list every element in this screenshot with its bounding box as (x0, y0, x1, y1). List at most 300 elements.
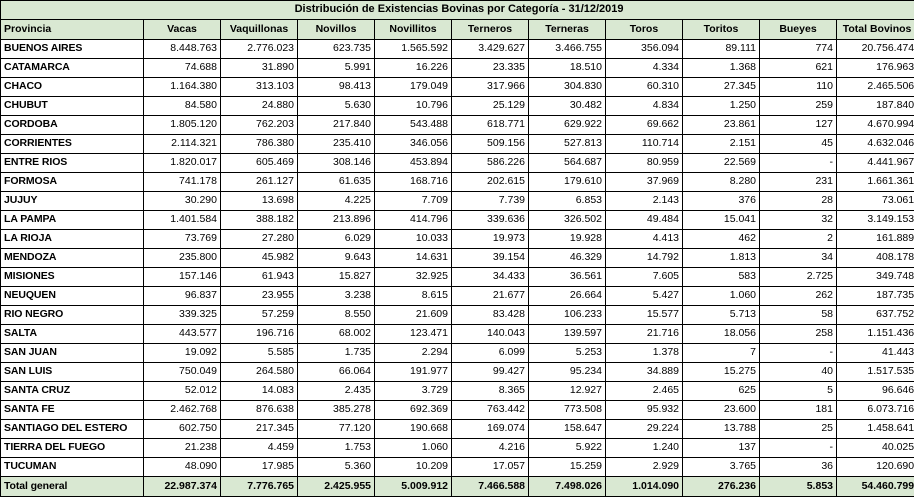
data-cell[interactable]: 25.129 (452, 97, 529, 116)
data-cell[interactable]: 564.687 (529, 154, 606, 173)
data-cell[interactable]: 3.429.627 (452, 40, 529, 59)
table-row[interactable] (1, 78, 914, 97)
data-cell[interactable]: 6.099 (452, 344, 529, 363)
column-header-toros[interactable]: Toros (606, 20, 683, 40)
data-cell[interactable]: 12.927 (529, 382, 606, 401)
row-label-cell[interactable]: JUJUY (1, 192, 144, 211)
data-cell[interactable]: 2.435 (298, 382, 375, 401)
column-header-vaquillonas[interactable]: Vaquillonas (221, 20, 298, 40)
total-row-label[interactable]: Total general (1, 477, 144, 497)
row-label-cell[interactable]: SALTA (1, 325, 144, 344)
data-cell[interactable]: 20.756.474 (837, 40, 914, 59)
row-label-cell[interactable]: TIERRA DEL FUEGO (1, 439, 144, 458)
data-cell[interactable]: 2.776.023 (221, 40, 298, 59)
data-cell[interactable]: 217.840 (298, 116, 375, 135)
data-cell[interactable]: 15.275 (683, 363, 760, 382)
data-cell[interactable]: 202.615 (452, 173, 529, 192)
data-cell[interactable]: 637.752 (837, 306, 914, 325)
data-cell[interactable]: 27.345 (683, 78, 760, 97)
data-cell[interactable]: 6.029 (298, 230, 375, 249)
data-cell[interactable]: 95.932 (606, 401, 683, 420)
table-row[interactable] (1, 363, 914, 382)
data-cell[interactable]: 161.889 (837, 230, 914, 249)
data-cell[interactable]: 48.090 (144, 458, 221, 477)
data-cell[interactable]: 235.800 (144, 249, 221, 268)
data-cell[interactable]: 14.631 (375, 249, 452, 268)
data-cell[interactable]: 4.413 (606, 230, 683, 249)
data-cell[interactable]: 623.735 (298, 40, 375, 59)
data-cell[interactable]: 2.114.321 (144, 135, 221, 154)
data-cell[interactable]: 7.709 (375, 192, 452, 211)
data-cell[interactable]: 83.428 (452, 306, 529, 325)
total-cell[interactable]: 276.236 (683, 477, 760, 497)
table-row[interactable] (1, 135, 914, 154)
data-cell[interactable]: 264.580 (221, 363, 298, 382)
data-cell[interactable]: 741.178 (144, 173, 221, 192)
table-row[interactable] (1, 211, 914, 230)
data-cell[interactable]: 5.922 (529, 439, 606, 458)
data-cell[interactable]: 32.925 (375, 268, 452, 287)
row-label-cell[interactable]: FORMOSA (1, 173, 144, 192)
row-label-cell[interactable]: BUENOS AIRES (1, 40, 144, 59)
data-cell[interactable]: 462 (683, 230, 760, 249)
data-cell[interactable]: 19.973 (452, 230, 529, 249)
data-cell[interactable]: 158.647 (529, 420, 606, 439)
data-cell[interactable]: 602.750 (144, 420, 221, 439)
data-cell[interactable]: 5.991 (298, 59, 375, 78)
data-cell[interactable]: 14.083 (221, 382, 298, 401)
data-cell[interactable]: 1.378 (606, 344, 683, 363)
data-cell[interactable]: 40.025 (837, 439, 914, 458)
column-header-bueyes[interactable]: Bueyes (760, 20, 837, 40)
data-cell[interactable]: 61.943 (221, 268, 298, 287)
data-cell[interactable]: 34.433 (452, 268, 529, 287)
total-row[interactable] (1, 477, 914, 497)
data-cell[interactable]: 21.238 (144, 439, 221, 458)
data-cell[interactable]: 625 (683, 382, 760, 401)
data-cell[interactable]: 123.471 (375, 325, 452, 344)
row-label-cell[interactable]: ENTRE RIOS (1, 154, 144, 173)
data-cell[interactable]: 408.178 (837, 249, 914, 268)
data-cell[interactable]: 217.345 (221, 420, 298, 439)
data-cell[interactable]: 10.033 (375, 230, 452, 249)
row-label-cell[interactable]: CORRIENTES (1, 135, 144, 154)
data-cell[interactable]: 259 (760, 97, 837, 116)
data-cell[interactable]: 543.488 (375, 116, 452, 135)
data-cell[interactable]: 3.238 (298, 287, 375, 306)
data-cell[interactable]: 37.969 (606, 173, 683, 192)
data-cell[interactable]: 1.735 (298, 344, 375, 363)
data-cell[interactable]: 68.002 (298, 325, 375, 344)
data-cell[interactable]: 23.861 (683, 116, 760, 135)
table-row[interactable] (1, 192, 914, 211)
data-cell[interactable]: 1.401.584 (144, 211, 221, 230)
data-cell[interactable]: 26.664 (529, 287, 606, 306)
data-cell[interactable]: 2.151 (683, 135, 760, 154)
row-label-cell[interactable]: SANTA FE (1, 401, 144, 420)
data-cell[interactable]: 168.716 (375, 173, 452, 192)
total-cell[interactable]: 5.009.912 (375, 477, 452, 497)
data-cell[interactable]: 191.977 (375, 363, 452, 382)
data-cell[interactable]: 40 (760, 363, 837, 382)
data-cell[interactable]: 5.585 (221, 344, 298, 363)
data-cell[interactable]: 13.698 (221, 192, 298, 211)
column-header-terneros[interactable]: Terneros (452, 20, 529, 40)
data-cell[interactable]: 187.840 (837, 97, 914, 116)
data-cell[interactable]: 7 (683, 344, 760, 363)
data-cell[interactable]: 1.250 (683, 97, 760, 116)
data-cell[interactable]: 110 (760, 78, 837, 97)
data-cell[interactable]: 15.577 (606, 306, 683, 325)
data-cell[interactable]: 181 (760, 401, 837, 420)
table-row[interactable] (1, 306, 914, 325)
data-cell[interactable]: 23.335 (452, 59, 529, 78)
data-cell[interactable]: 235.410 (298, 135, 375, 154)
data-cell[interactable]: 61.635 (298, 173, 375, 192)
data-cell[interactable]: 9.643 (298, 249, 375, 268)
data-cell[interactable]: 443.577 (144, 325, 221, 344)
data-cell[interactable]: 19.092 (144, 344, 221, 363)
data-cell[interactable]: 29.224 (606, 420, 683, 439)
table-row[interactable] (1, 116, 914, 135)
data-cell[interactable]: 140.043 (452, 325, 529, 344)
data-cell[interactable]: 21.677 (452, 287, 529, 306)
data-cell[interactable]: 376 (683, 192, 760, 211)
data-cell[interactable]: 30.482 (529, 97, 606, 116)
data-cell[interactable]: 258 (760, 325, 837, 344)
data-cell[interactable]: 19.928 (529, 230, 606, 249)
table-row[interactable] (1, 173, 914, 192)
row-label-cell[interactable]: TUCUMAN (1, 458, 144, 477)
table-row[interactable] (1, 439, 914, 458)
data-cell[interactable]: 5.253 (529, 344, 606, 363)
data-cell[interactable]: 2.143 (606, 192, 683, 211)
data-cell[interactable]: 179.610 (529, 173, 606, 192)
data-cell[interactable]: 4.334 (606, 59, 683, 78)
table-row[interactable] (1, 458, 914, 477)
data-cell[interactable]: 349.748 (837, 268, 914, 287)
data-cell[interactable]: 169.074 (452, 420, 529, 439)
data-cell[interactable]: 110.714 (606, 135, 683, 154)
data-cell[interactable]: 15.827 (298, 268, 375, 287)
data-cell[interactable]: 2.465.506 (837, 78, 914, 97)
data-cell[interactable]: 58 (760, 306, 837, 325)
data-cell[interactable]: 1.368 (683, 59, 760, 78)
row-label-cell[interactable]: LA PAMPA (1, 211, 144, 230)
data-cell[interactable]: 8.448.763 (144, 40, 221, 59)
row-label-cell[interactable]: CATAMARCA (1, 59, 144, 78)
data-cell[interactable]: 1.517.535 (837, 363, 914, 382)
data-cell[interactable]: 308.146 (298, 154, 375, 173)
data-cell[interactable]: 7.605 (606, 268, 683, 287)
total-cell[interactable]: 2.425.955 (298, 477, 375, 497)
data-cell[interactable]: 605.469 (221, 154, 298, 173)
row-label-cell[interactable]: SANTIAGO DEL ESTERO (1, 420, 144, 439)
row-label-cell[interactable]: SAN LUIS (1, 363, 144, 382)
data-cell[interactable]: 1.820.017 (144, 154, 221, 173)
total-cell[interactable]: 7.466.588 (452, 477, 529, 497)
data-cell[interactable]: 4.632.046 (837, 135, 914, 154)
table-row[interactable] (1, 287, 914, 306)
data-cell[interactable]: 127 (760, 116, 837, 135)
column-header-novillitos[interactable]: Novillitos (375, 20, 452, 40)
data-cell[interactable]: 36.561 (529, 268, 606, 287)
data-cell[interactable]: 30.290 (144, 192, 221, 211)
data-cell[interactable]: 49.484 (606, 211, 683, 230)
data-cell[interactable]: 96.837 (144, 287, 221, 306)
data-cell[interactable]: 96.646 (837, 382, 914, 401)
data-cell[interactable]: 17.057 (452, 458, 529, 477)
total-cell[interactable]: 22.987.374 (144, 477, 221, 497)
data-cell[interactable]: 326.502 (529, 211, 606, 230)
data-cell[interactable]: 5.713 (683, 306, 760, 325)
data-cell[interactable]: 8.365 (452, 382, 529, 401)
data-cell[interactable]: 176.963 (837, 59, 914, 78)
data-cell[interactable]: 13.788 (683, 420, 760, 439)
data-cell[interactable]: 8.280 (683, 173, 760, 192)
data-cell[interactable]: 786.380 (221, 135, 298, 154)
data-cell[interactable]: 106.233 (529, 306, 606, 325)
data-cell[interactable]: 23.600 (683, 401, 760, 420)
data-cell[interactable]: 16.226 (375, 59, 452, 78)
data-cell[interactable]: - (760, 154, 837, 173)
column-header-vacas[interactable]: Vacas (144, 20, 221, 40)
data-cell[interactable]: 15.259 (529, 458, 606, 477)
data-cell[interactable]: 774 (760, 40, 837, 59)
data-cell[interactable]: 1.060 (375, 439, 452, 458)
row-label-cell[interactable]: CORDOBA (1, 116, 144, 135)
data-cell[interactable]: 621 (760, 59, 837, 78)
table-footer (1, 477, 914, 497)
data-cell[interactable]: 14.792 (606, 249, 683, 268)
data-cell[interactable]: 313.103 (221, 78, 298, 97)
data-cell[interactable]: 2.725 (760, 268, 837, 287)
data-cell[interactable]: 5.630 (298, 97, 375, 116)
data-cell[interactable]: 179.049 (375, 78, 452, 97)
total-cell[interactable]: 7.776.765 (221, 477, 298, 497)
data-cell[interactable]: 120.690 (837, 458, 914, 477)
data-cell[interactable]: 2.929 (606, 458, 683, 477)
data-cell[interactable]: 187.735 (837, 287, 914, 306)
data-cell[interactable]: 17.985 (221, 458, 298, 477)
data-cell[interactable]: 3.149.153 (837, 211, 914, 230)
table-row[interactable] (1, 154, 914, 173)
row-label-cell[interactable]: CHACO (1, 78, 144, 97)
table-row[interactable] (1, 401, 914, 420)
table-row[interactable] (1, 420, 914, 439)
data-cell[interactable]: 6.073.716 (837, 401, 914, 420)
data-cell[interactable]: 52.012 (144, 382, 221, 401)
data-cell[interactable]: 876.638 (221, 401, 298, 420)
data-cell[interactable]: 773.508 (529, 401, 606, 420)
row-label-cell[interactable]: NEUQUEN (1, 287, 144, 306)
data-cell[interactable]: 73.061 (837, 192, 914, 211)
data-cell[interactable]: 509.156 (452, 135, 529, 154)
data-cell[interactable]: 95.234 (529, 363, 606, 382)
data-cell[interactable]: 18.510 (529, 59, 606, 78)
row-label-cell[interactable]: MISIONES (1, 268, 144, 287)
data-cell[interactable]: 1.240 (606, 439, 683, 458)
data-cell[interactable]: 157.146 (144, 268, 221, 287)
data-cell[interactable]: 21.609 (375, 306, 452, 325)
data-cell[interactable]: 4.670.994 (837, 116, 914, 135)
data-cell[interactable]: 5 (760, 382, 837, 401)
data-cell[interactable]: 339.325 (144, 306, 221, 325)
data-cell[interactable]: 28 (760, 192, 837, 211)
total-cell[interactable]: 1.014.090 (606, 477, 683, 497)
data-cell[interactable]: 1.753 (298, 439, 375, 458)
data-cell[interactable]: 69.662 (606, 116, 683, 135)
total-cell[interactable]: 7.498.026 (529, 477, 606, 497)
data-cell[interactable]: 98.413 (298, 78, 375, 97)
data-cell[interactable]: 339.636 (452, 211, 529, 230)
table-row[interactable] (1, 230, 914, 249)
data-cell[interactable]: 1.458.641 (837, 420, 914, 439)
data-cell[interactable]: 39.154 (452, 249, 529, 268)
data-cell[interactable]: 385.278 (298, 401, 375, 420)
row-label-cell[interactable]: SANTA CRUZ (1, 382, 144, 401)
data-cell[interactable]: 139.597 (529, 325, 606, 344)
data-cell[interactable]: 25 (760, 420, 837, 439)
row-label-cell[interactable]: LA RIOJA (1, 230, 144, 249)
table-row[interactable] (1, 40, 914, 59)
data-cell[interactable]: 137 (683, 439, 760, 458)
data-cell[interactable]: 2.462.768 (144, 401, 221, 420)
row-label-cell[interactable]: MENDOZA (1, 249, 144, 268)
data-cell[interactable]: 1.805.120 (144, 116, 221, 135)
data-cell[interactable]: 99.427 (452, 363, 529, 382)
data-cell[interactable]: 262 (760, 287, 837, 306)
data-cell[interactable]: 629.922 (529, 116, 606, 135)
data-cell[interactable]: 36 (760, 458, 837, 477)
data-cell[interactable]: 4.834 (606, 97, 683, 116)
data-cell[interactable]: 1.151.436 (837, 325, 914, 344)
table-row[interactable] (1, 268, 914, 287)
data-cell[interactable]: 414.796 (375, 211, 452, 230)
table-row[interactable] (1, 382, 914, 401)
data-cell[interactable]: 586.226 (452, 154, 529, 173)
column-header-toritos[interactable]: Toritos (683, 20, 760, 40)
total-cell[interactable]: 5.853 (760, 477, 837, 497)
data-cell[interactable]: 89.111 (683, 40, 760, 59)
column-header-total-bovinos[interactable]: Total Bovinos (837, 20, 914, 40)
data-cell[interactable]: 77.120 (298, 420, 375, 439)
data-cell[interactable]: 22.569 (683, 154, 760, 173)
data-cell[interactable]: 317.966 (452, 78, 529, 97)
data-cell[interactable]: 4.225 (298, 192, 375, 211)
data-cell[interactable]: 6.853 (529, 192, 606, 211)
data-cell[interactable]: 84.580 (144, 97, 221, 116)
table-row[interactable] (1, 59, 914, 78)
data-cell[interactable]: 763.442 (452, 401, 529, 420)
data-cell[interactable]: 196.716 (221, 325, 298, 344)
data-cell[interactable]: 1.565.592 (375, 40, 452, 59)
data-cell[interactable]: 32 (760, 211, 837, 230)
data-cell[interactable]: 15.041 (683, 211, 760, 230)
row-label-cell[interactable]: SAN JUAN (1, 344, 144, 363)
data-cell[interactable]: - (760, 344, 837, 363)
row-label-cell[interactable]: RIO NEGRO (1, 306, 144, 325)
data-cell[interactable]: 3.765 (683, 458, 760, 477)
column-header-provincia[interactable]: Provincia (1, 20, 144, 40)
data-cell[interactable]: 583 (683, 268, 760, 287)
data-cell[interactable]: 8.550 (298, 306, 375, 325)
data-cell[interactable]: 618.771 (452, 116, 529, 135)
data-cell[interactable]: 346.056 (375, 135, 452, 154)
table-row[interactable] (1, 344, 914, 363)
data-cell[interactable]: 34.889 (606, 363, 683, 382)
data-cell[interactable]: 213.896 (298, 211, 375, 230)
data-cell[interactable]: 2 (760, 230, 837, 249)
data-cell[interactable]: 190.668 (375, 420, 452, 439)
data-cell[interactable]: 7.739 (452, 192, 529, 211)
data-cell[interactable]: 41.443 (837, 344, 914, 363)
data-cell[interactable]: 5.360 (298, 458, 375, 477)
data-cell[interactable]: 73.769 (144, 230, 221, 249)
data-cell[interactable]: 762.203 (221, 116, 298, 135)
data-cell[interactable]: 46.329 (529, 249, 606, 268)
column-header-novillos[interactable]: Novillos (298, 20, 375, 40)
data-cell[interactable]: 45.982 (221, 249, 298, 268)
data-cell[interactable]: 1.060 (683, 287, 760, 306)
data-cell[interactable]: 3.729 (375, 382, 452, 401)
data-cell[interactable]: 356.094 (606, 40, 683, 59)
total-cell[interactable]: 54.460.799 (837, 477, 914, 497)
data-cell[interactable]: 60.310 (606, 78, 683, 97)
data-cell[interactable]: 4.459 (221, 439, 298, 458)
data-cell[interactable]: 453.894 (375, 154, 452, 173)
row-label-cell[interactable]: CHUBUT (1, 97, 144, 116)
data-cell[interactable]: 23.955 (221, 287, 298, 306)
data-cell[interactable]: 66.064 (298, 363, 375, 382)
data-cell[interactable]: 34 (760, 249, 837, 268)
data-cell[interactable]: 750.049 (144, 363, 221, 382)
data-cell[interactable]: 4.216 (452, 439, 529, 458)
data-cell[interactable]: 1.813 (683, 249, 760, 268)
data-cell[interactable]: 261.127 (221, 173, 298, 192)
data-cell[interactable]: 45 (760, 135, 837, 154)
data-cell[interactable]: 2.294 (375, 344, 452, 363)
data-cell[interactable]: 231 (760, 173, 837, 192)
data-cell[interactable]: 21.716 (606, 325, 683, 344)
data-cell[interactable]: 10.209 (375, 458, 452, 477)
data-cell[interactable]: 4.441.967 (837, 154, 914, 173)
table-row[interactable] (1, 325, 914, 344)
data-cell[interactable]: 80.959 (606, 154, 683, 173)
table-row[interactable] (1, 97, 914, 116)
data-cell[interactable]: 692.369 (375, 401, 452, 420)
data-cell[interactable]: 1.661.361 (837, 173, 914, 192)
data-cell[interactable]: 8.615 (375, 287, 452, 306)
data-cell[interactable]: 5.427 (606, 287, 683, 306)
data-cell[interactable]: 27.280 (221, 230, 298, 249)
data-cell[interactable]: 3.466.755 (529, 40, 606, 59)
data-cell[interactable]: 10.796 (375, 97, 452, 116)
data-cell[interactable]: 18.056 (683, 325, 760, 344)
table-row[interactable] (1, 249, 914, 268)
data-cell[interactable]: 24.880 (221, 97, 298, 116)
data-cell[interactable]: 2.465 (606, 382, 683, 401)
column-header-terneras[interactable]: Terneras (529, 20, 606, 40)
data-cell[interactable]: 57.259 (221, 306, 298, 325)
data-cell[interactable]: 304.830 (529, 78, 606, 97)
data-cell[interactable]: - (760, 439, 837, 458)
data-cell[interactable]: 74.688 (144, 59, 221, 78)
data-cell[interactable]: 31.890 (221, 59, 298, 78)
data-cell[interactable]: 1.164.380 (144, 78, 221, 97)
data-cell[interactable]: 388.182 (221, 211, 298, 230)
data-cell[interactable]: 527.813 (529, 135, 606, 154)
